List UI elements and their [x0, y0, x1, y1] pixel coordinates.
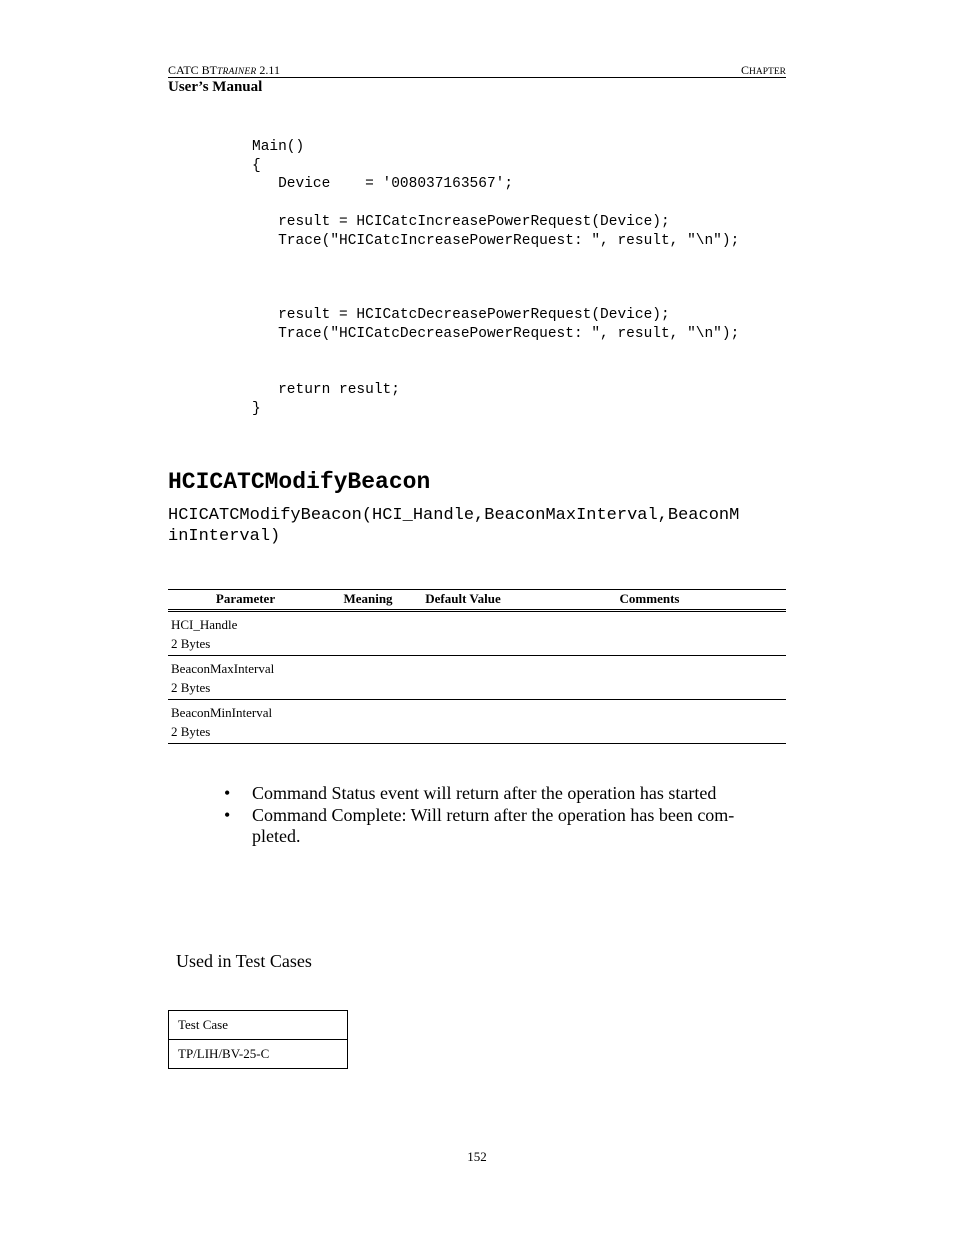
code-line: Main(): [252, 139, 305, 155]
code-line: [252, 344, 739, 363]
test-case-header: Test Case: [169, 1011, 348, 1040]
param-name: HCI_Handle: [171, 617, 238, 632]
table-row: [168, 677, 786, 700]
code-line: Device = '008037163567';: [252, 176, 514, 193]
test-case-value: TP/LIH/BV-25-C: [169, 1040, 348, 1069]
bullet-icon: •: [224, 804, 231, 825]
header-comments: Comments: [513, 590, 786, 611]
param-size: 2 Bytes: [168, 633, 323, 656]
parameter-table-header: [168, 590, 786, 611]
table-row: [168, 611, 786, 634]
test-case-table: [168, 1010, 348, 1069]
table-row: [168, 721, 786, 744]
header-rule: [168, 77, 786, 78]
bullet-icon: •: [224, 783, 231, 803]
code-line: }: [252, 400, 261, 417]
table-row: [168, 656, 786, 678]
code-line: [252, 362, 739, 381]
running-header-left: CATC BTTRAINER 2.11: [168, 63, 280, 77]
param-size: 2 Bytes: [168, 721, 323, 744]
code-line: result = HCICatcIncreasePowerRequest(Device);: [252, 213, 670, 230]
section-title: HCICATCModifyBeacon: [168, 469, 431, 495]
code-line: [252, 194, 739, 213]
code-line: [252, 269, 739, 288]
parameter-table: [168, 589, 786, 744]
product-name-smallcaps: TRAINER: [217, 67, 257, 77]
param-size: 2 Bytes: [168, 677, 323, 700]
used-in-heading: Used in Test Cases: [176, 951, 312, 971]
running-header-right: CHAPTER: [741, 63, 786, 77]
code-line: return result;: [252, 382, 400, 399]
function-signature: HCICATCModifyBeacon(HCI_Handle,BeaconMaxInterval,BeaconM inInterval): [168, 506, 740, 546]
header-default-value: Default Value: [413, 590, 513, 611]
list-item: • Command Complete: Will return after the operation has been com- pleted.: [224, 804, 735, 846]
table-row: [169, 1011, 348, 1040]
header-parameter: Parameter: [168, 590, 323, 611]
code-line: Trace("HCICatcIncreasePowerRequest: ", result, "\n");: [252, 232, 740, 249]
code-line: Trace("HCICatcDecreasePowerRequest: ", result, "\n");: [252, 326, 740, 343]
header-meaning: Meaning: [323, 590, 413, 611]
code-line: [252, 250, 739, 269]
code-line: [252, 288, 739, 307]
code-line: result = HCICatcDecreasePowerRequest(Device);: [252, 307, 670, 324]
table-row: [169, 1040, 348, 1069]
running-header-subtitle: User’s Manual: [168, 79, 263, 95]
page-number: 152: [467, 1149, 487, 1164]
list-item: • Command Status event will return after the operation has started: [224, 783, 717, 803]
table-row: [168, 700, 786, 722]
bullet-list: [220, 783, 780, 848]
code-example: [252, 138, 739, 419]
code-line: {: [252, 157, 261, 174]
param-name: BeaconMinInterval: [171, 705, 273, 720]
table-row: [168, 633, 786, 656]
param-name: BeaconMaxInterval: [171, 661, 275, 676]
